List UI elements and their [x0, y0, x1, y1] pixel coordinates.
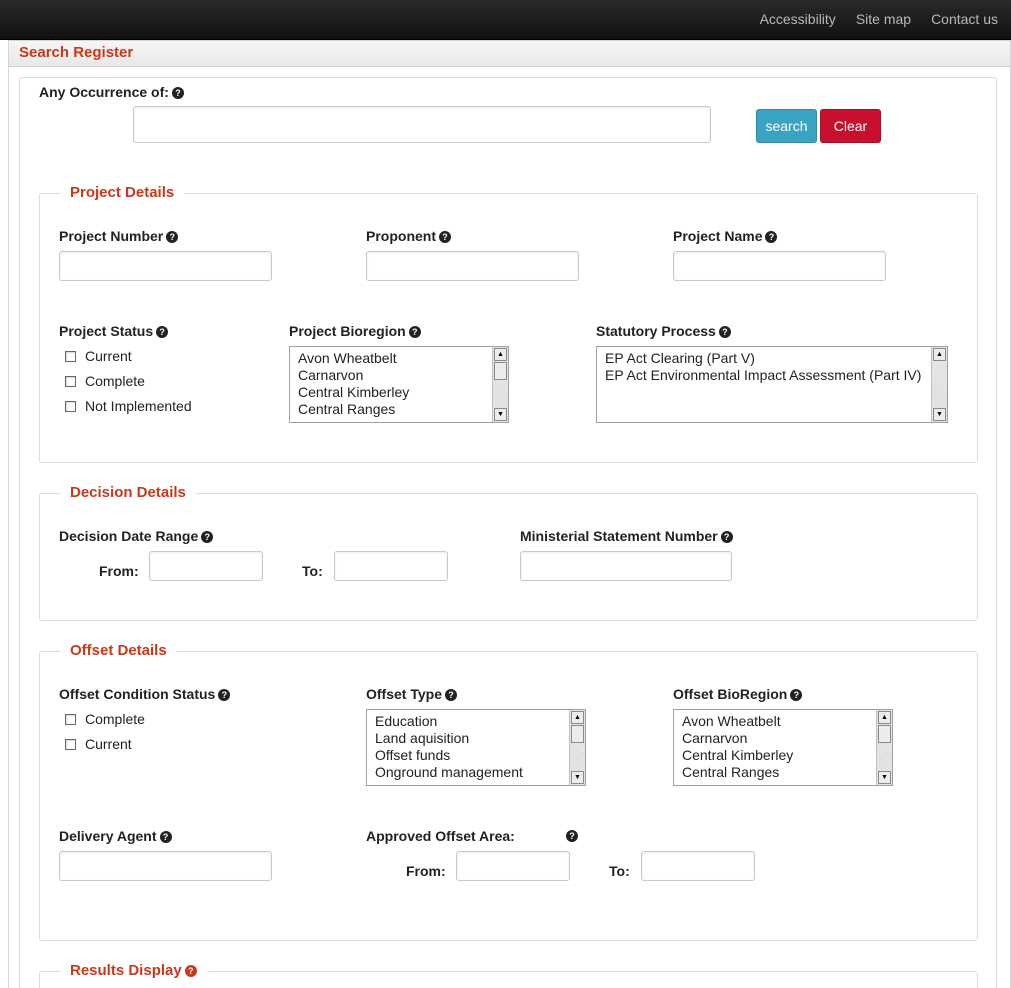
scroll-thumb[interactable]: [494, 362, 507, 380]
proponent-label-text: Proponent: [366, 228, 436, 244]
decision-from-input[interactable]: [149, 551, 263, 581]
checkbox-label: Complete: [85, 373, 145, 389]
scrollbar[interactable]: [492, 347, 508, 422]
decision-from-label: From:: [99, 563, 139, 579]
offset-details-legend: Offset Details: [60, 642, 177, 659]
offset-bioregion-label-text: Offset BioRegion: [673, 686, 788, 702]
nav-contact-us-link[interactable]: Contact us: [931, 11, 998, 27]
any-occurrence-label: [39, 84, 184, 100]
results-display-section: [39, 962, 978, 988]
decision-details-legend: Decision Details: [60, 484, 196, 501]
list-item[interactable]: EP Act Environmental Impact Assessment (Part IV): [605, 367, 922, 383]
status-not-implemented-checkbox[interactable]: [65, 398, 192, 414]
help-icon[interactable]: ?: [790, 689, 802, 701]
help-icon[interactable]: ?: [765, 231, 777, 243]
delivery-agent-input[interactable]: [59, 851, 272, 881]
project-bioregion-label: [289, 323, 421, 339]
area-to-input[interactable]: [641, 851, 755, 881]
help-icon[interactable]: ?: [160, 831, 172, 843]
list-item[interactable]: EP Act Clearing (Part V): [605, 350, 755, 366]
decision-to-label: To:: [302, 563, 323, 579]
decision-to-input[interactable]: [334, 551, 448, 581]
search-button[interactable]: search: [756, 109, 817, 143]
project-number-label: [59, 228, 178, 244]
project-status-label-text: Project Status: [59, 323, 154, 339]
proponent-input[interactable]: [366, 251, 579, 281]
project-number-label-text: Project Number: [59, 228, 164, 244]
help-icon[interactable]: ?: [185, 965, 197, 977]
project-details-section: [39, 184, 978, 463]
statutory-process-label: [596, 323, 731, 339]
decision-details-section: [39, 484, 978, 621]
offset-condition-status-label-text: Offset Condition Status: [59, 686, 216, 702]
help-icon[interactable]: ?: [566, 830, 578, 842]
scroll-thumb[interactable]: [571, 725, 584, 743]
checkbox-label: Complete: [85, 711, 145, 727]
ministerial-statement-label-text: Ministerial Statement Number: [520, 528, 718, 544]
panel-heading: [9, 41, 1010, 67]
help-icon[interactable]: ?: [201, 531, 213, 543]
offset-details-section: [39, 642, 978, 941]
area-to-label: To:: [609, 863, 630, 879]
offset-bioregion-listbox[interactable]: [673, 709, 893, 786]
clear-button[interactable]: Clear: [820, 109, 881, 143]
any-occurrence-label-text: Any Occurrence of:: [39, 84, 169, 100]
proponent-label: [366, 228, 451, 244]
checkbox-label: Current: [85, 736, 132, 752]
scroll-up-arrow-icon[interactable]: ▲: [933, 348, 946, 361]
help-icon[interactable]: ?: [166, 231, 178, 243]
any-occurrence-input[interactable]: [133, 106, 711, 143]
results-display-legend-text: Results Display: [70, 962, 182, 979]
condition-current-checkbox[interactable]: [65, 736, 132, 752]
help-icon[interactable]: ?: [409, 326, 421, 338]
project-details-legend: Project Details: [60, 184, 184, 201]
scroll-down-arrow-icon[interactable]: ▼: [494, 408, 507, 421]
project-name-label: [673, 228, 777, 244]
offset-type-label-text: Offset Type: [366, 686, 442, 702]
project-name-label-text: Project Name: [673, 228, 763, 244]
area-from-label: From:: [406, 863, 446, 879]
help-icon[interactable]: ?: [218, 689, 230, 701]
condition-complete-checkbox[interactable]: [65, 711, 145, 727]
scroll-up-arrow-icon[interactable]: ▲: [571, 711, 584, 724]
panel-title: Search Register: [19, 44, 134, 61]
delivery-agent-label-text: Delivery Agent: [59, 828, 157, 844]
checkbox-box[interactable]: [65, 376, 76, 387]
checkbox-box[interactable]: [65, 351, 76, 362]
scroll-up-arrow-icon[interactable]: ▲: [878, 711, 891, 724]
ministerial-statement-label: [520, 528, 733, 544]
help-icon[interactable]: ?: [172, 87, 184, 99]
status-complete-checkbox[interactable]: [65, 373, 145, 389]
status-current-checkbox[interactable]: [65, 348, 132, 364]
project-name-input[interactable]: [673, 251, 886, 281]
help-icon[interactable]: ?: [445, 689, 457, 701]
scroll-down-arrow-icon[interactable]: ▼: [571, 771, 584, 784]
scrollbar[interactable]: [931, 347, 947, 422]
scrollbar[interactable]: [569, 710, 585, 785]
scroll-up-arrow-icon[interactable]: ▲: [494, 348, 507, 361]
delivery-agent-label: [59, 828, 172, 844]
project-number-input[interactable]: [59, 251, 272, 281]
decision-date-range-label: [59, 528, 213, 544]
decision-date-range-label-text: Decision Date Range: [59, 528, 199, 544]
checkbox-box[interactable]: [65, 714, 76, 725]
checkbox-box[interactable]: [65, 739, 76, 750]
list-item[interactable]: Avon Wheatbelt: [682, 713, 781, 729]
help-icon[interactable]: ?: [439, 231, 451, 243]
checkbox-box[interactable]: [65, 401, 76, 412]
ministerial-statement-input[interactable]: [520, 551, 732, 581]
help-icon[interactable]: ?: [721, 531, 733, 543]
list-item[interactable]: Carnarvon: [682, 730, 748, 746]
scroll-thumb[interactable]: [878, 725, 891, 743]
top-nav-bar: [0, 0, 1011, 40]
list-item[interactable]: Onground management: [375, 764, 523, 780]
list-item[interactable]: Land aquisition: [375, 730, 470, 746]
list-item[interactable]: Carnarvon: [298, 367, 364, 383]
project-status-label: [59, 323, 168, 339]
scroll-down-arrow-icon[interactable]: ▼: [933, 408, 946, 421]
list-item[interactable]: Education: [375, 713, 438, 729]
list-item[interactable]: Central Kimberley: [298, 384, 410, 400]
offset-bioregion-label: [673, 686, 802, 702]
checkbox-label: Not Implemented: [85, 398, 192, 414]
project-bioregion-label-text: Project Bioregion: [289, 323, 406, 339]
help-icon[interactable]: ?: [719, 326, 731, 338]
list-item[interactable]: Offset funds: [375, 747, 451, 763]
nav-site-map-link[interactable]: Site map: [855, 11, 912, 27]
scroll-down-arrow-icon[interactable]: ▼: [878, 771, 891, 784]
scrollbar[interactable]: [876, 710, 892, 785]
list-item[interactable]: Avon Wheatbelt: [298, 350, 397, 366]
help-icon[interactable]: ?: [156, 326, 168, 338]
project-bioregion-listbox[interactable]: [289, 346, 509, 423]
approved-offset-area-label: Approved Offset Area:: [366, 828, 515, 844]
area-from-input[interactable]: [456, 851, 570, 881]
nav-accessibility-link[interactable]: Accessibility: [759, 11, 836, 27]
statutory-process-label-text: Statutory Process: [596, 323, 716, 339]
search-form: [19, 77, 997, 988]
checkbox-label: Current: [85, 348, 132, 364]
results-display-legend: [60, 962, 207, 979]
top-nav-links: [760, 11, 998, 27]
statutory-process-listbox[interactable]: [596, 346, 948, 423]
offset-condition-status-label: [59, 686, 230, 702]
list-item[interactable]: Central Ranges: [298, 401, 396, 417]
offset-type-label: [366, 686, 457, 702]
offset-type-listbox[interactable]: [366, 709, 586, 786]
list-item[interactable]: Central Kimberley: [682, 747, 794, 763]
list-item[interactable]: Central Ranges: [682, 764, 780, 780]
